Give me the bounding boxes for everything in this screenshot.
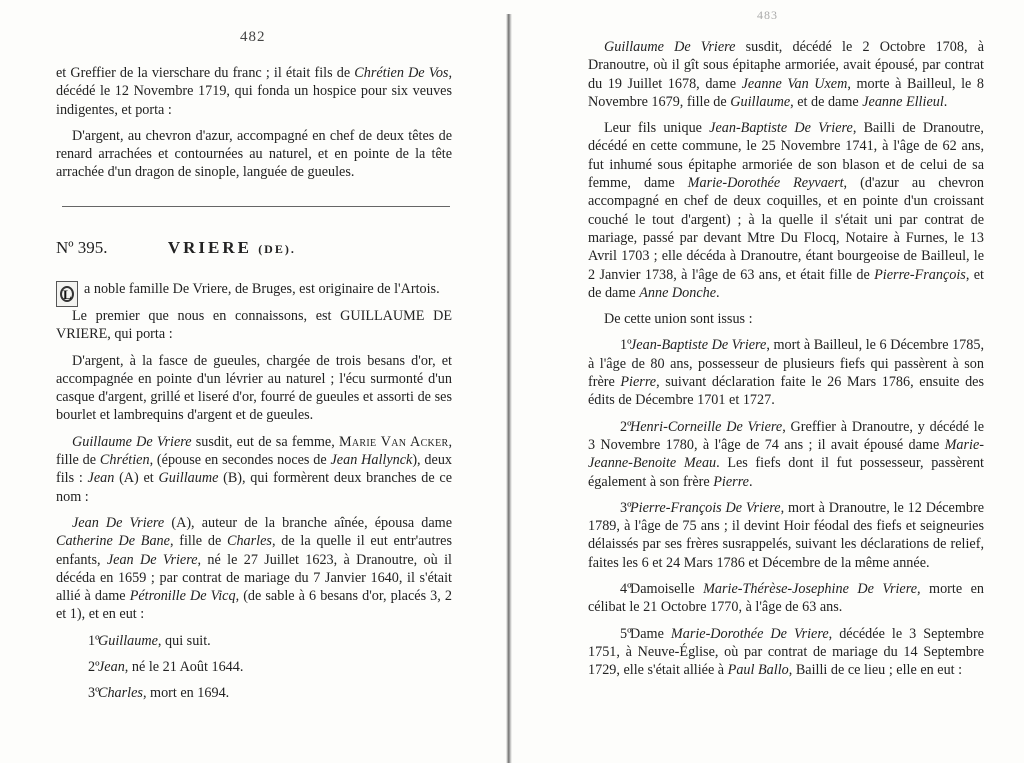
italic-name: Paul Ballo <box>727 662 789 679</box>
text-run: , Greffier à Dranoutre, y décédé le 3 Novembre 1780, à l'âge de 74 ans ; il avait épousé dame <box>588 418 984 453</box>
right-page-number: 483 <box>757 8 778 22</box>
text-run: , (d'azur au chevron accompagné en chef de deux coquilles, et en pointe d'un croissant couché le tout d'argent) ; à la quelle il s'était uni par contrat de mariage, passé par devant Mtre Du Flocq, Notaire à Furnes, le 13 Avril 1703 ; elle décéda à Dranoutre, étant bourgeoise de Bailleul, le 2 Janvier 1738, à l'âge de 63 ans, et était fille de <box>588 175 984 283</box>
list-item <box>588 418 984 491</box>
left-body-text <box>56 280 452 711</box>
text-run: (A) et <box>114 470 159 487</box>
paragraph-issue: De cette union sont issus : <box>604 311 753 328</box>
list-item <box>588 336 984 409</box>
text-run: . <box>748 473 753 490</box>
list-number: 4º <box>620 581 632 598</box>
italic-name: Pierre-François <box>874 266 966 283</box>
text-run: et Greffier de la vierschare du franc ; il était fils de <box>56 65 355 81</box>
text-run: , fille de <box>56 433 452 469</box>
entry-particle: (DE). <box>258 242 296 256</box>
list-item <box>588 580 984 617</box>
text-run: . <box>716 284 720 301</box>
italic-name: Anne Donche <box>639 284 717 301</box>
italic-name: Guillaume <box>730 93 791 110</box>
italic-name: Guillaume De Vriere <box>604 39 736 55</box>
italic-name: Pétronille De Vicq <box>129 588 236 605</box>
list-number: 3º <box>88 685 100 702</box>
left-top-text <box>56 64 452 190</box>
text-run: , mort à Bailleul, le 6 Décembre 1785, à l'âge de 80 ans, possesseur de plusieurs fiefs qui passèrent à son frère <box>588 337 984 391</box>
paragraph <box>56 64 452 119</box>
text-run: , morte à Bailleul, le 8 Novembre 1679, fille de <box>588 75 985 110</box>
italic-name: Marie-Thérèse-Josephine De Vriere <box>703 581 918 598</box>
text-run: , né le 27 Juillet 1623, à Dranoutre, où il décéda en 1659 ; par contrat de mariage du 7 Janvier 1640, il s'était allié à dame <box>56 551 452 605</box>
list-number: 1º <box>620 337 632 354</box>
book-gutter <box>506 14 512 763</box>
text-run: . <box>943 93 948 110</box>
paragraph-sons <box>56 433 452 506</box>
text-run: Leur fils unique <box>604 120 710 137</box>
text-run: , Bailli de ce lieu ; elle en eut : <box>788 662 963 679</box>
text-run: susdit, eut de sa femme, <box>191 433 339 450</box>
italic-name: Marie-Jeanne-Benoite Meau <box>588 436 984 472</box>
text-run: , décédé le 12 Novembre 1719, qui fonda un hospice pour six veuves indigentes, et porta : <box>56 65 452 118</box>
italic-name: Marie-Dorothée De Vriere <box>670 625 829 642</box>
italic-name: Charles <box>227 533 272 550</box>
list-item <box>56 684 452 702</box>
list-item <box>56 658 452 676</box>
text-run: , et de dame <box>790 93 863 110</box>
text-run: , de la quelle il eut entr'autres enfants, <box>56 533 453 568</box>
text-run: (A), auteur de la branche aînée, épousa dame <box>164 514 452 531</box>
text-run: , mort à Dranoutre, le 12 Décembre 1789, à l'âge de 75 ans ; il devint Hoir féodal des fiefs et seigneuries délaissés par ses frères susrappelés, suivant les déclarations de relief, faites les 6 et 24 Mars 1786 et Décembre de la même année. <box>588 499 984 571</box>
left-page-number: 482 <box>240 29 266 45</box>
italic-name: Chrétien <box>99 452 150 469</box>
italic-name: Jeanne Ellieul <box>862 93 944 110</box>
paragraph-blazon-vriere: D'argent, à la fasce de gueules, chargée de trois besans d'or, et accompagnée en pointe d'un lévrier au naturel ; l'écu surmonté d'un casque d'argent, grillé et liseré d'or, fourré de gueules et assorti de ses bourlet et lambrequins d'argent et de gueules. <box>56 352 452 424</box>
text-run: ), deux fils : <box>56 452 453 487</box>
text-run: , (de sable à 6 besans d'or, placés 3, 2 et 1), et en eut : <box>56 588 452 623</box>
text-run: , fille de <box>169 533 227 550</box>
italic-name: Jean De Vriere <box>106 551 198 568</box>
text-run: , suivant déclaration faite le 26 Mars 1786, ensuite des édits de Décembre 1701 et 1727. <box>588 374 984 409</box>
intro-text: a noble famille De Vriere, de Bruges, est originaire de l'Artois. <box>84 281 440 297</box>
italic-name: Catherine De Bane <box>56 533 170 550</box>
text-run: , et de dame <box>588 266 984 301</box>
paragraph-branch-a <box>56 514 452 624</box>
list-item <box>588 625 984 680</box>
italic-name: Jean Hallynck <box>330 452 413 469</box>
italic-name: Jean <box>98 659 125 676</box>
left-page <box>0 0 508 763</box>
list-item <box>56 632 452 650</box>
text-run: (B), qui formèrent deux branches de ce nom : <box>56 470 453 505</box>
section-divider <box>62 206 450 207</box>
italic-name: Guillaume <box>158 470 219 487</box>
entry-heading <box>56 238 456 258</box>
text-run: , qui suit. <box>157 632 211 649</box>
text-run: Dame <box>630 625 671 642</box>
italic-name: Jean-Baptiste De Vriere <box>630 337 767 354</box>
text-run: , morte en célibat le 21 Octobre 1770, à l'âge de 63 ans. <box>588 581 984 616</box>
text-run: , décédée le 3 Septembre 1751, à Neuve-Église, où par contrat de mariage du 14 Septembre 1729, elle s'était alliée à <box>588 625 984 679</box>
text-run: , mort en 1694. <box>142 685 230 702</box>
italic-name: Pierre <box>713 473 749 490</box>
italic-name: Chrétien De Vos <box>354 65 449 81</box>
children-list <box>56 632 452 703</box>
paragraph-guillaume <box>588 38 984 111</box>
right-body-text <box>588 38 984 688</box>
paragraph-first-known: Le premier que nous en connaissons, est GUILLAUME DE VRIERE, qui porta : <box>56 308 452 343</box>
text-run: . Les fiefs dont il fut possesseur, passèrent également à son frère <box>588 455 984 490</box>
right-page <box>514 0 1024 763</box>
entry-number: Nº 395. <box>56 238 108 257</box>
text-run: Damoiselle <box>630 581 704 598</box>
list-number: 3º <box>620 499 632 516</box>
small-caps-name: Marie Van Acker <box>339 433 449 450</box>
italic-name: Henri-Corneille De Vriere <box>630 418 783 435</box>
entry-name: VRIERE <box>167 238 252 257</box>
list-number: 2º <box>620 418 632 435</box>
italic-name: Jean De Vriere <box>72 514 165 531</box>
paragraph-blazon-vos: D'argent, au chevron d'azur, accompagné en chef de deux têtes de renard arrachées et contournées au naturel, et en pointe de la tête arrachée d'un dragon de sinople, languée de gueules. <box>56 127 452 181</box>
italic-name: Guillaume <box>98 632 158 649</box>
italic-name: Pierre-François De Vriere <box>630 499 781 516</box>
italic-name: Marie-Dorothée Reyvaert <box>687 175 844 192</box>
italic-name: Guillaume De Vriere <box>72 433 192 450</box>
list-number: 2º <box>88 659 100 676</box>
italic-name: Jean-Baptiste De Vriere <box>709 120 853 137</box>
paragraph-jean-baptiste <box>588 119 984 302</box>
italic-name: Jeanne Van Uxem <box>741 75 848 92</box>
text-run: , Bailli de Dranoutre, décédé en cette commune, le 25 Novembre 1741, à l'âge de 62 ans, fut inhumé sous épitaphe armoriée de son blason et de celui de sa femme, dame <box>588 120 984 192</box>
paragraph-intro <box>56 280 452 302</box>
italic-name: Pierre <box>620 374 657 391</box>
issue-list <box>588 336 984 679</box>
ornamental-initial-icon: L <box>56 281 78 307</box>
italic-name: Charles <box>98 685 143 702</box>
list-number: 5º <box>620 625 632 642</box>
italic-name: Jean <box>87 470 115 487</box>
text-run: , né le 21 Août 1644. <box>124 659 244 676</box>
list-item <box>588 499 984 572</box>
list-number: 1º <box>88 632 100 649</box>
text-run: , (épouse en secondes noces de <box>149 452 331 469</box>
text-run: susdit, décédé le 2 Octobre 1708, à Dranoutre, où il gît sous épitaphe armoriée, avait épousé, par contrat du 19 Juillet 1678, dame <box>588 39 984 92</box>
